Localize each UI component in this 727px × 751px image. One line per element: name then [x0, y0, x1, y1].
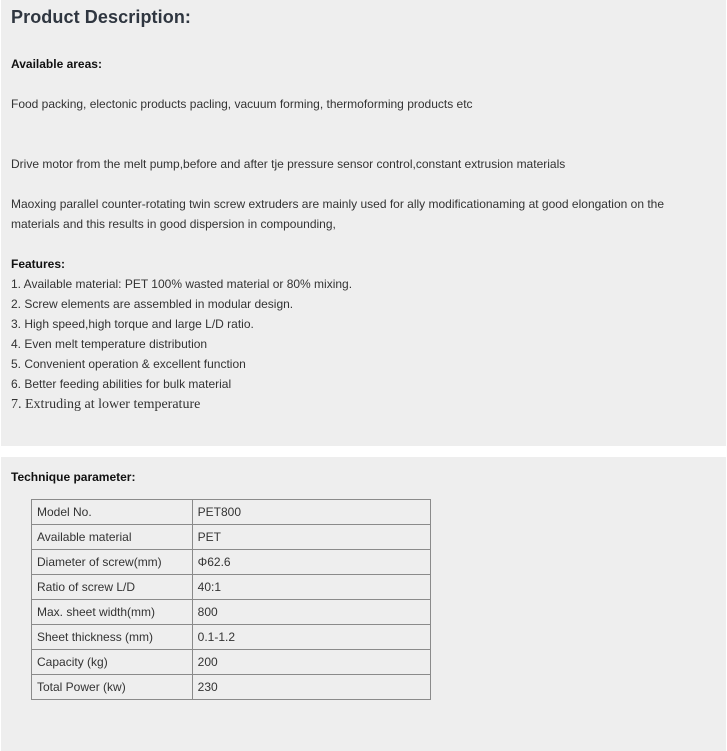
table-row — [32, 675, 431, 700]
feature-item: 2. Screw elements are assembled in modular design. — [11, 297, 294, 311]
product-description-panel — [1, 0, 726, 446]
table-row — [32, 575, 431, 600]
table-row — [32, 500, 431, 525]
feature-item: 4. Even melt temperature distribution — [11, 337, 208, 351]
feature-item: 6. Better feeding abilities for bulk material — [11, 377, 232, 391]
param-value: PET800 — [192, 500, 430, 525]
table-row — [32, 650, 431, 675]
param-label: Max. sheet width(mm) — [32, 600, 193, 625]
param-label: Model No. — [32, 500, 193, 525]
param-label: Total Power (kw) — [32, 675, 193, 700]
param-label: Ratio of screw L/D — [32, 575, 193, 600]
feature-item: 7. Extruding at lower temperature — [11, 397, 201, 412]
table-row — [32, 625, 431, 650]
feature-item: 5. Convenient operation & excellent function — [11, 357, 246, 371]
available-areas-text: Food packing, electonic products pacling, vacuum forming, thermoforming products etc — [11, 97, 473, 111]
param-value: 0.1-1.2 — [192, 625, 430, 650]
param-value: 40:1 — [192, 575, 430, 600]
feature-item: 3. High speed,high torque and large L/D ratio. — [11, 317, 254, 331]
param-value: 800 — [192, 600, 430, 625]
param-value: PET — [192, 525, 430, 550]
table-row — [32, 525, 431, 550]
param-label: Available material — [32, 525, 193, 550]
param-label: Capacity (kg) — [32, 650, 193, 675]
table-row — [32, 600, 431, 625]
available-areas-heading: Available areas: — [11, 57, 102, 71]
param-label: Diameter of screw(mm) — [32, 550, 193, 575]
page-title: Product Description: — [11, 7, 192, 27]
technique-heading: Technique parameter: — [11, 470, 136, 484]
features-heading: Features: — [11, 257, 66, 271]
feature-item: 1. Available material: PET 100% wasted material or 80% mixing. — [11, 277, 353, 291]
param-value: Φ62.6 — [192, 550, 430, 575]
drive-motor-paragraph: Drive motor from the melt pump,before and after tje pressure sensor control,constant extrusion materials — [11, 157, 566, 171]
maoxing-paragraph: Maoxing parallel counter-rotating twin screw extruders are mainly used for ally modificationaming at good elongation on the materials and this results in good dispersion in compounding, — [11, 197, 665, 231]
param-value: 200 — [192, 650, 430, 675]
param-label: Sheet thickness (mm) — [32, 625, 193, 650]
table-row — [32, 550, 431, 575]
technique-parameter-table — [31, 499, 431, 700]
param-value: 230 — [192, 675, 430, 700]
